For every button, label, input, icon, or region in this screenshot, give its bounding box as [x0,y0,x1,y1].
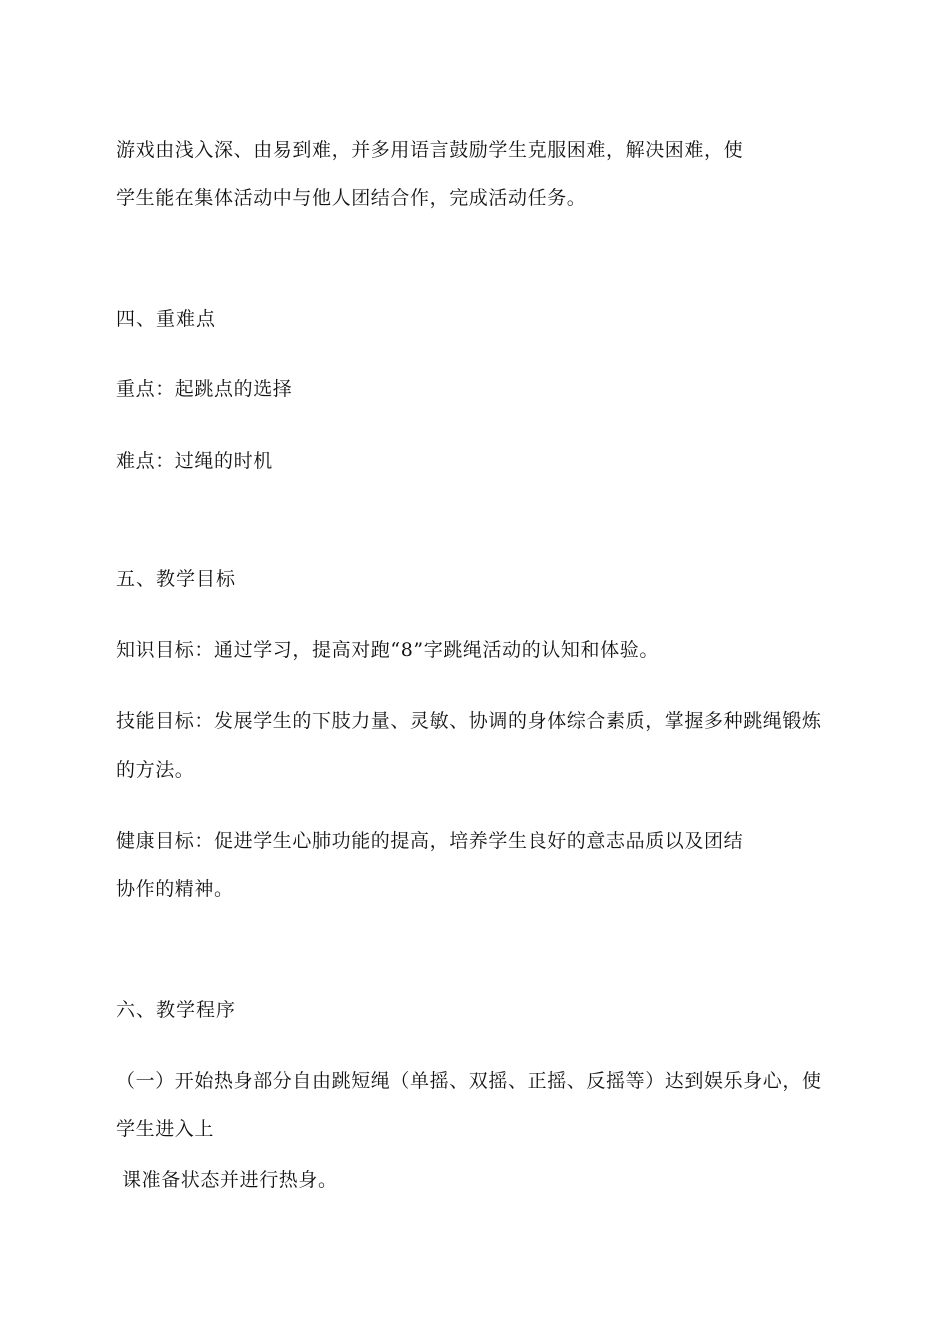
skill-goal-line-2: 的方法。 [116,759,195,781]
section-4-heading: 四、重难点 [116,308,217,330]
step-1-line-1: （一）开始热身部分自由跳短绳（单摇、双摇、正摇、反摇等）达到娱乐身心，使 [116,1070,822,1092]
step-1-line-3: 课准备状态并进行热身。 [122,1169,338,1191]
health-goal-line-2: 协作的精神。 [116,878,234,900]
difficult-point: 难点：过绳的时机 [116,450,273,472]
health-goal-line-1: 健康目标：促进学生心肺功能的提高，培养学生良好的意志品质以及团结 [116,830,744,852]
intro-line-2: 学生能在集体活动中与他人团结合作，完成活动任务。 [116,187,587,209]
step-1-line-2: 学生进入上 [116,1118,215,1140]
knowledge-goal: 知识目标：通过学习，提高对跑“8”字跳绳活动的认知和体验。 [116,639,659,661]
skill-goal-line-1: 技能目标：发展学生的下肢力量、灵敏、协调的身体综合素质，掌握多种跳绳锻炼 [116,710,822,732]
intro-line-1: 游戏由浅入深、由易到难，并多用语言鼓励学生克服困难，解决困难，使 [116,139,744,161]
section-6-heading: 六、教学程序 [116,999,237,1021]
section-5-heading: 五、教学目标 [116,568,237,590]
key-point: 重点：起跳点的选择 [116,378,293,400]
